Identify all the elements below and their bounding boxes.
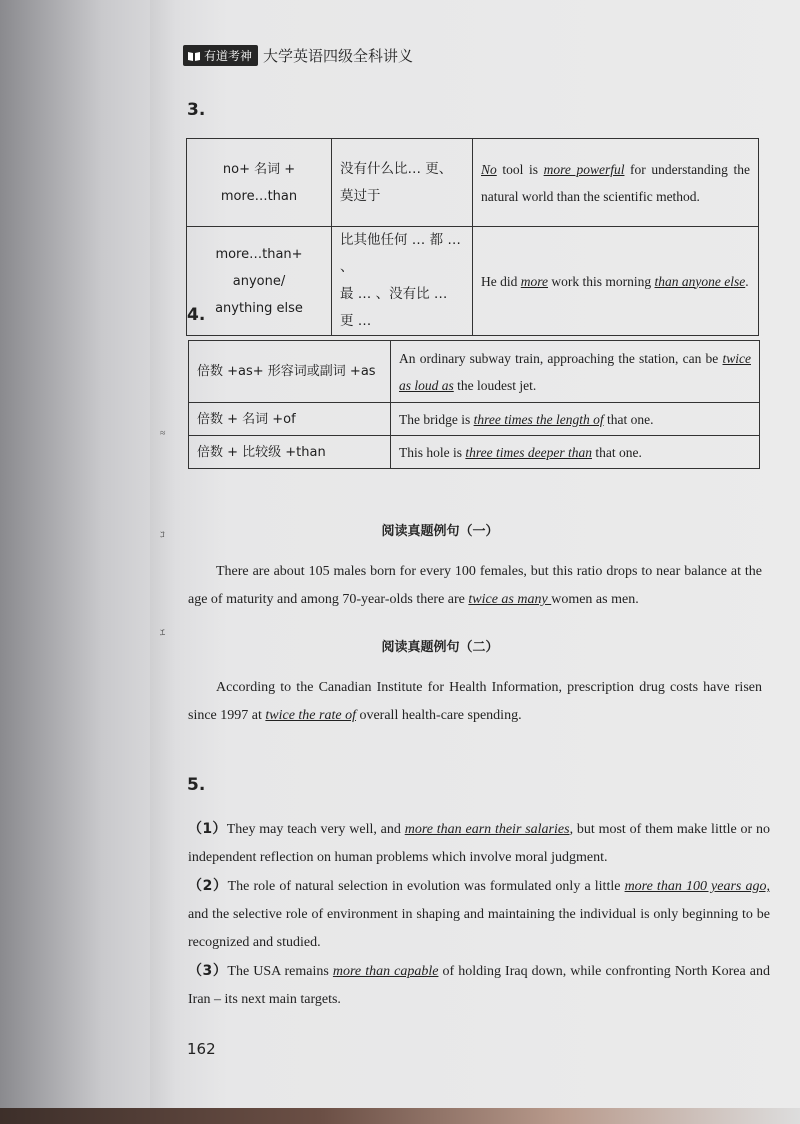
bottom-edge: [0, 1108, 800, 1124]
item-text: , but most of them make little or no independent reflection on human problems which involve moral judgment.: [188, 822, 771, 865]
item-text: The USA remains: [227, 964, 333, 979]
highlight-phrase: twice as many: [468, 592, 552, 607]
pattern-cell: 倍数 + 比较级 +than: [189, 436, 391, 469]
book-title: 大学英语四级全科讲义: [263, 47, 414, 65]
highlight-phrase: No: [481, 161, 497, 177]
list-item: [188, 957, 770, 1014]
pattern-cell: [187, 227, 332, 336]
item-text: of holding Iraq down, while confronting North Korea and Iran – its next main targets.: [188, 964, 770, 1007]
item-text: They may teach very well, and: [226, 822, 405, 837]
table-row: [187, 139, 759, 227]
logo-text: 有道考神: [204, 49, 253, 63]
highlight-phrase: three times the length of: [473, 411, 604, 427]
table-row: [189, 436, 760, 469]
meaning-text: 最 … 、没有比 … 更 …: [340, 286, 448, 329]
reading-2-heading: 阅读真题例句（二）: [381, 640, 499, 655]
example-text: the loudest jet.: [453, 377, 537, 393]
margin-mark: ｴ: [160, 628, 165, 639]
pattern-cell: 倍数 +as+ 形容词或副词 +as: [189, 341, 391, 403]
highlight-phrase: three times deeper than: [465, 444, 592, 460]
example-cell: [391, 436, 760, 469]
table-row: [189, 341, 760, 403]
example-cell: [391, 403, 760, 436]
page-header: [183, 45, 413, 66]
example-text: tool is: [496, 161, 544, 177]
example-text: for understanding the natural world than the scientific method.: [481, 161, 750, 204]
background-left: [0, 0, 170, 1124]
example-text: An ordinary subway train, approaching the station, can be: [399, 350, 723, 366]
example-text: This hole is: [399, 444, 466, 460]
item-text: and the selective role of environment in shaping and maintaining the individual is only beginning to be recognized and studied.: [188, 907, 770, 950]
item-text: The role of natural selection in evolution was formulated only a little: [227, 879, 625, 894]
page-number: 162: [187, 1040, 216, 1058]
meaning-text: 莫过于: [340, 187, 381, 204]
pattern-text: no+ 名词 +: [222, 161, 296, 177]
highlight-phrase: more than capable: [332, 964, 439, 979]
highlight-phrase: than anyone else: [654, 273, 746, 289]
list-item: [188, 872, 770, 957]
section-5-number: 5.: [187, 775, 206, 795]
margin-mark: ≈: [160, 428, 166, 439]
paragraph-text: women as men.: [551, 592, 639, 607]
section-5-list: [188, 815, 770, 1014]
pattern-text: anything else: [215, 300, 303, 316]
section-3-number: 3.: [187, 100, 206, 120]
pattern-text: more…than: [220, 188, 298, 204]
highlight-phrase: twice as loud as: [399, 350, 751, 393]
example-text: The bridge is: [399, 411, 474, 427]
example-cell: [473, 227, 759, 336]
meaning-text: 没有什么比… 更、: [340, 160, 453, 177]
meaning-cell: [332, 139, 473, 227]
highlight-phrase: more than earn their salaries: [404, 822, 570, 837]
section-4-number: 4.: [187, 305, 206, 325]
example-text: .: [745, 273, 749, 289]
reading-1-heading: 阅读真题例句（一）: [381, 524, 499, 539]
section-4-table: [188, 340, 760, 469]
highlight-phrase: more powerful: [543, 161, 625, 177]
highlight-phrase: more: [520, 273, 548, 289]
book-icon: [187, 50, 201, 62]
example-cell: [391, 341, 760, 403]
pattern-text: more…than+ anyone/: [215, 246, 303, 289]
item-number: （2）: [188, 878, 228, 894]
list-item: [188, 815, 770, 872]
table-row: [187, 227, 759, 336]
item-number: （3）: [188, 963, 228, 979]
reading-1-paragraph: [188, 558, 762, 614]
example-text: that one.: [591, 444, 642, 460]
meaning-cell: [332, 227, 473, 336]
example-text: that one.: [603, 411, 654, 427]
example-text: work this morning: [548, 273, 655, 289]
paragraph-text: There are about 105 males born for every 100 females, but this ratio drops to near balance at the age of maturity and among 70-year-olds there are: [188, 564, 762, 607]
highlight-phrase: twice the rate of: [265, 708, 356, 723]
paragraph-text: According to the Canadian Institute for Health Information, prescription drug costs have risen since 1997 at: [188, 680, 762, 723]
reading-2-paragraph: [188, 674, 762, 730]
section-3-table: [186, 138, 759, 336]
example-text: He did: [481, 273, 521, 289]
example-cell: [473, 139, 759, 227]
pattern-cell: [187, 139, 332, 227]
item-number: （1）: [188, 821, 227, 837]
meaning-text: 比其他任何 … 都 … 、: [340, 232, 461, 275]
table-row: [189, 403, 760, 436]
brand-logo: [183, 45, 258, 66]
highlight-phrase: more than 100 years ago,: [624, 879, 770, 894]
margin-mark: ｺ: [160, 530, 165, 541]
paragraph-text: overall health-care spending.: [355, 708, 522, 723]
pattern-cell: 倍数 + 名词 +of: [189, 403, 391, 436]
